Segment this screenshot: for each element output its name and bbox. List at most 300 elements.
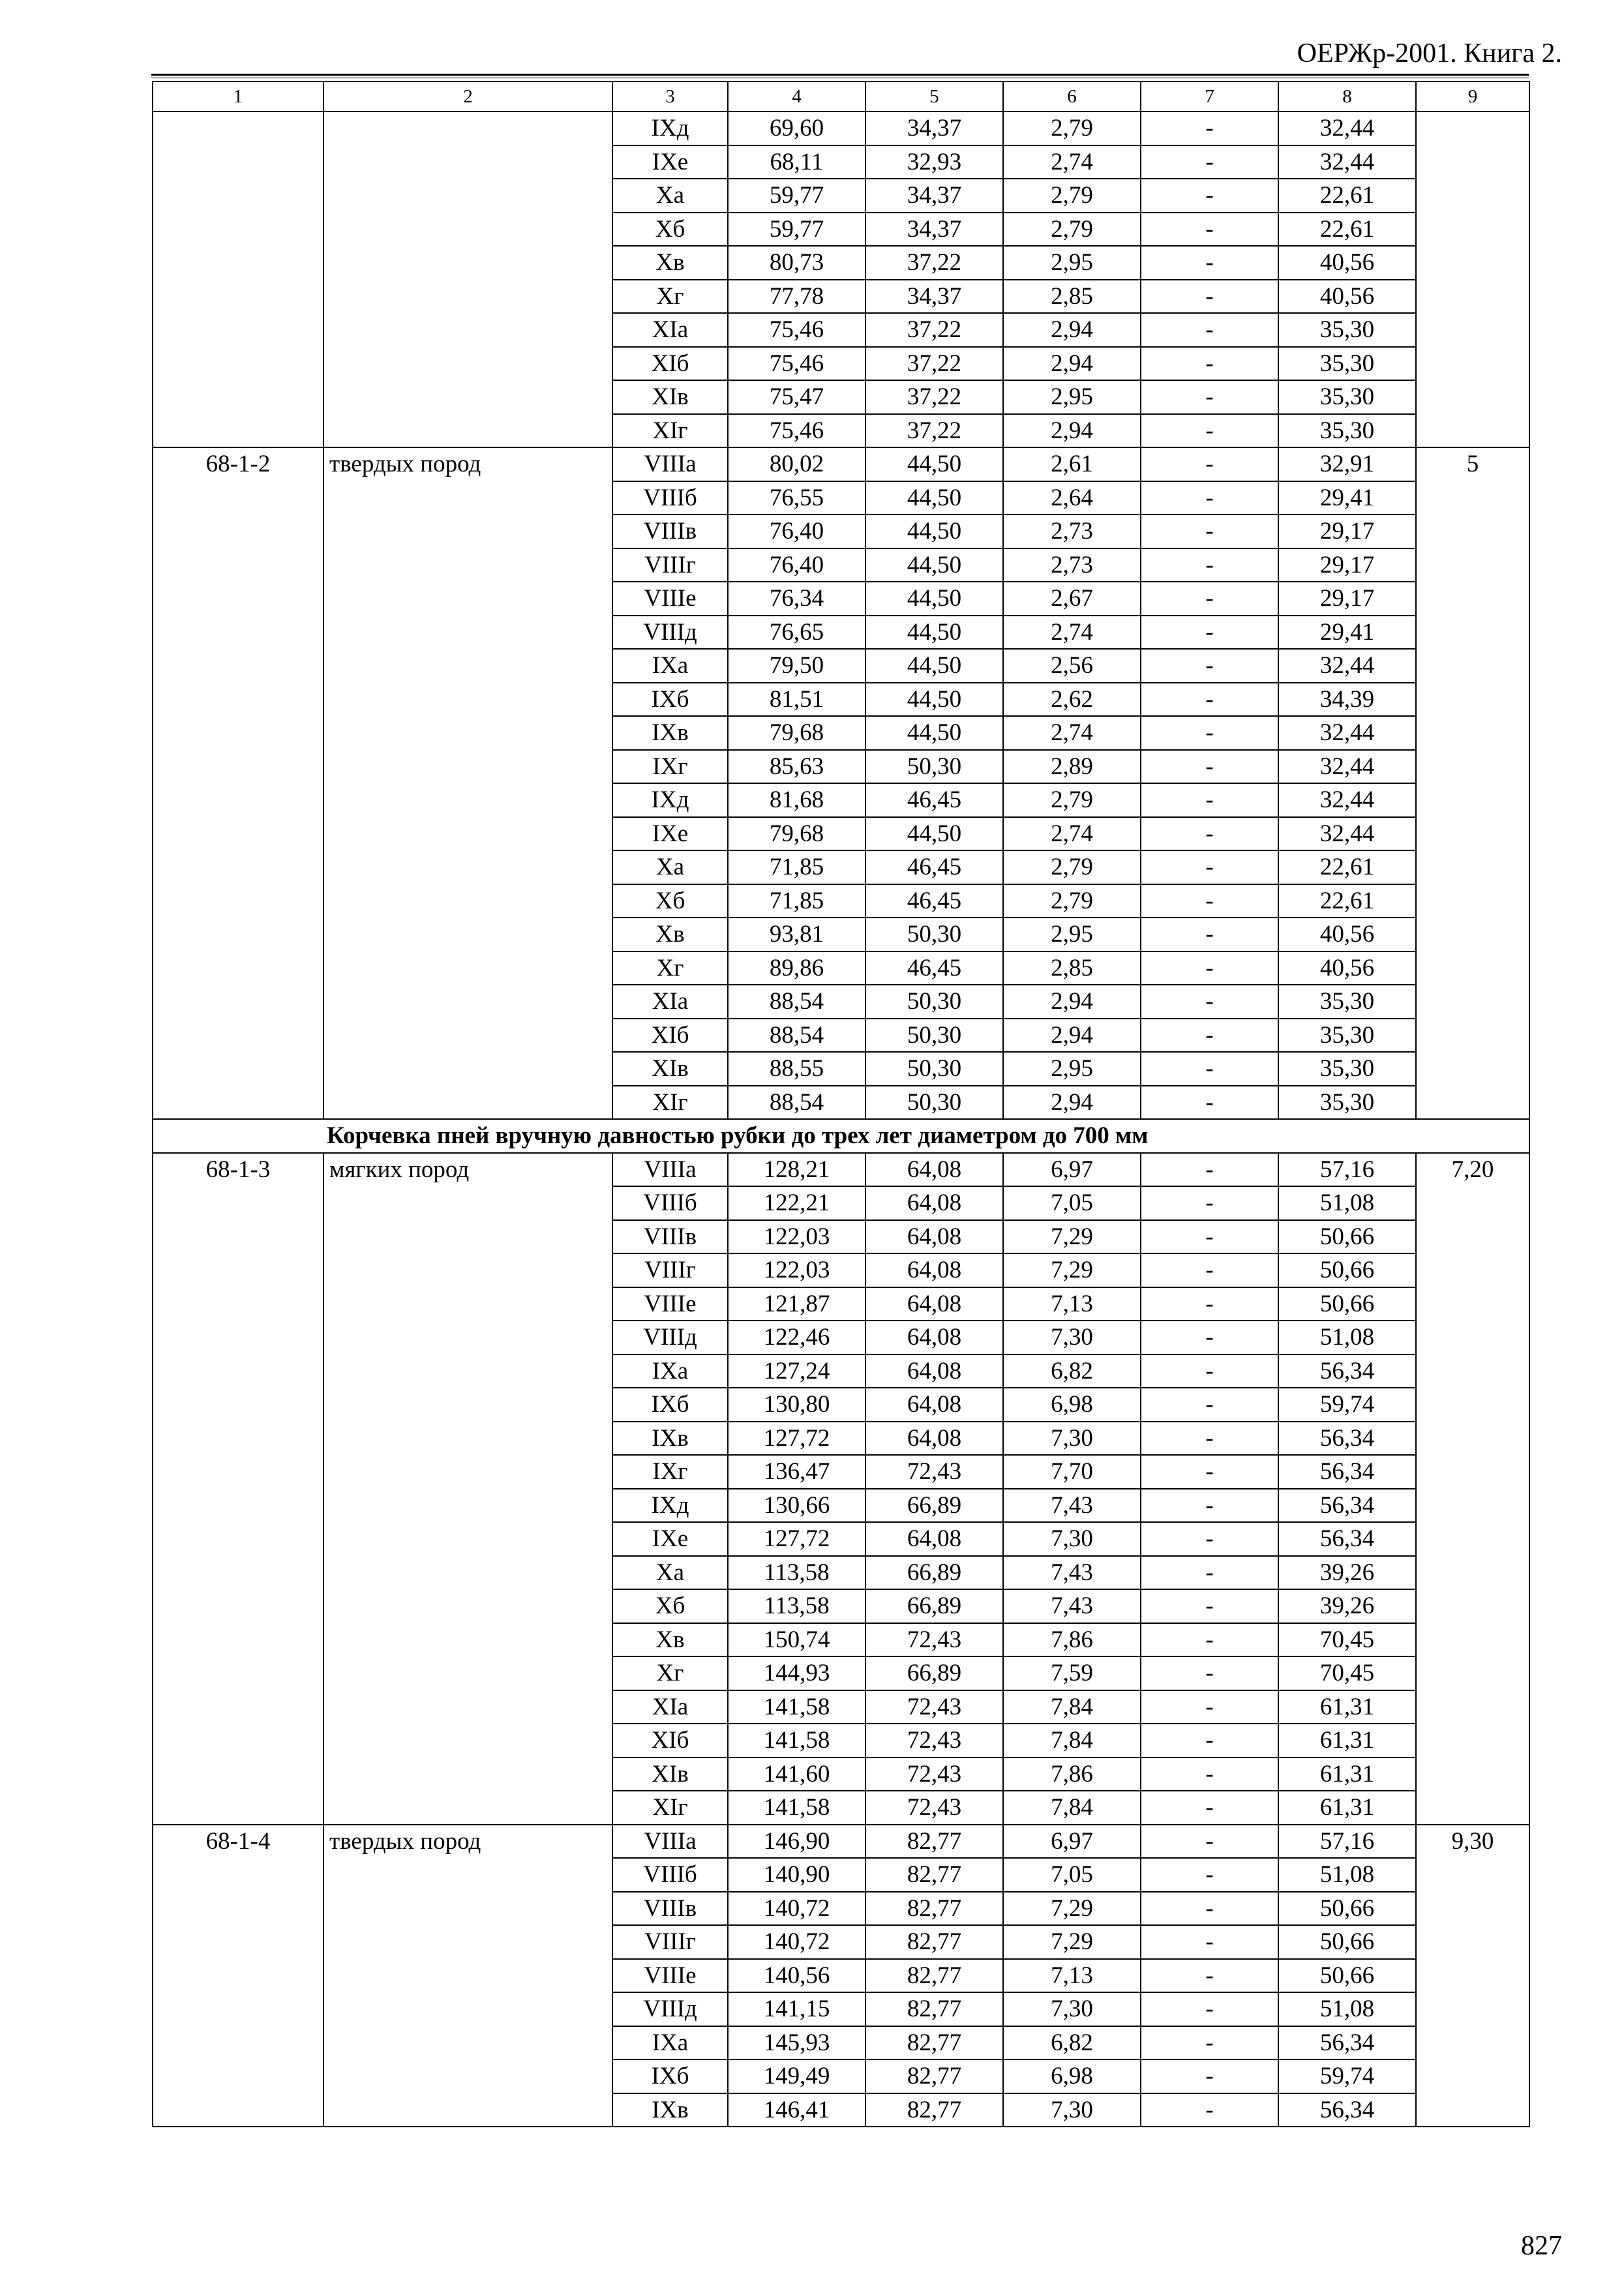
value-cell-col7: - <box>1141 1522 1278 1556</box>
value-cell-col8: 22,61 <box>1278 179 1416 213</box>
value-cell-col7: - <box>1141 414 1278 448</box>
header-rule-thick <box>151 74 1529 76</box>
value-cell-col8: 40,56 <box>1278 280 1416 314</box>
value-cell-col4: 76,55 <box>728 481 865 515</box>
value-cell-col3: XIг <box>612 1086 728 1120</box>
value-cell-col5: 50,30 <box>865 1052 1003 1086</box>
value-cell-col6: 6,98 <box>1003 1388 1141 1422</box>
value-cell-col4: 144,93 <box>728 1656 865 1690</box>
value-cell-col8: 51,08 <box>1278 1186 1416 1220</box>
value-cell-col6: 2,85 <box>1003 280 1141 314</box>
value-cell-col7: - <box>1141 380 1278 414</box>
value-cell-col4: 140,72 <box>728 1925 865 1959</box>
value-cell-col5: 44,50 <box>865 548 1003 582</box>
value-cell-col5: 37,22 <box>865 246 1003 280</box>
value-cell-col8: 56,34 <box>1278 1455 1416 1489</box>
value-cell-col5: 37,22 <box>865 347 1003 381</box>
value-cell-col4: 79,68 <box>728 817 865 851</box>
value-cell-col4: 141,58 <box>728 1791 865 1825</box>
value-cell-col6: 2,79 <box>1003 179 1141 213</box>
value-cell-col5: 44,50 <box>865 481 1003 515</box>
value-cell-col8: 29,41 <box>1278 616 1416 650</box>
value-cell-col7: - <box>1141 1086 1278 1120</box>
value-cell-col3: XIб <box>612 1724 728 1758</box>
value-cell-col3: IXб <box>612 2059 728 2093</box>
value-cell-col3: Xв <box>612 1623 728 1657</box>
value-cell-col7: - <box>1141 850 1278 884</box>
value-cell-col6: 2,67 <box>1003 582 1141 616</box>
value-cell-col4: 80,02 <box>728 447 865 481</box>
value-cell-col5: 72,43 <box>865 1791 1003 1825</box>
value-cell-col7: - <box>1141 179 1278 213</box>
value-cell-col7: - <box>1141 112 1278 145</box>
value-cell-col5: 82,77 <box>865 1892 1003 1926</box>
value-cell-col4: 85,63 <box>728 750 865 784</box>
value-cell-col5: 82,77 <box>865 2059 1003 2093</box>
value-cell-col3: VIIIв <box>612 1892 728 1926</box>
value-cell-col7: - <box>1141 1489 1278 1523</box>
value-cell-col4: 136,47 <box>728 1455 865 1489</box>
value-cell-col6: 2,56 <box>1003 649 1141 683</box>
value-cell-col3: IXг <box>612 750 728 784</box>
rate-code-cell: 68-1-4 <box>153 1825 323 2127</box>
value-cell-col6: 2,95 <box>1003 380 1141 414</box>
value-cell-col3: IXд <box>612 112 728 145</box>
value-cell-col3: VIIIв <box>612 515 728 548</box>
value-cell-col3: VIIIе <box>612 1959 728 1993</box>
value-cell-col6: 7,30 <box>1003 1992 1141 2026</box>
value-cell-col3: XIа <box>612 313 728 347</box>
value-cell-col8: 61,31 <box>1278 1791 1416 1825</box>
value-cell-col7: - <box>1141 2093 1278 2127</box>
work-name-cell: мягких пород <box>323 1153 612 1825</box>
value-cell-col7: - <box>1141 145 1278 179</box>
value-cell-col5: 66,89 <box>865 1656 1003 1690</box>
value-cell-col5: 82,77 <box>865 1858 1003 1892</box>
value-cell-col3: IXв <box>612 716 728 750</box>
value-cell-col3: IXе <box>612 817 728 851</box>
value-cell-col4: 71,85 <box>728 850 865 884</box>
value-cell-col7: - <box>1141 1186 1278 1220</box>
value-cell-col6: 2,94 <box>1003 414 1141 448</box>
value-cell-col3: VIIIб <box>612 1186 728 1220</box>
value-cell-col5: 66,89 <box>865 1489 1003 1523</box>
value-cell-col6: 2,73 <box>1003 515 1141 548</box>
value-cell-col4: 79,68 <box>728 716 865 750</box>
value-cell-col7: - <box>1141 2059 1278 2093</box>
value-cell-col7: - <box>1141 1925 1278 1959</box>
value-cell-col6: 2,74 <box>1003 817 1141 851</box>
value-cell-col3: Xг <box>612 951 728 985</box>
value-cell-col5: 44,50 <box>865 716 1003 750</box>
value-cell-col8: 32,44 <box>1278 112 1416 145</box>
value-cell-col5: 64,08 <box>865 1153 1003 1187</box>
value-cell-col6: 2,74 <box>1003 616 1141 650</box>
value-cell-col4: 122,03 <box>728 1220 865 1254</box>
value-cell-col6: 2,94 <box>1003 347 1141 381</box>
value-cell-col7: - <box>1141 716 1278 750</box>
value-cell-col8: 51,08 <box>1278 1992 1416 2026</box>
value-cell-col5: 34,37 <box>865 280 1003 314</box>
value-cell-col5: 82,77 <box>865 2093 1003 2127</box>
value-cell-col4: 113,58 <box>728 1589 865 1623</box>
value-cell-col7: - <box>1141 951 1278 985</box>
value-cell-col4: 141,60 <box>728 1758 865 1791</box>
value-cell-col8: 50,66 <box>1278 1925 1416 1959</box>
value-cell-col4: 76,40 <box>728 515 865 548</box>
value-cell-col8: 22,61 <box>1278 213 1416 247</box>
value-cell-col7: - <box>1141 1892 1278 1926</box>
value-cell-col6: 2,94 <box>1003 313 1141 347</box>
value-cell-col3: IXа <box>612 1354 728 1388</box>
value-cell-col8: 50,66 <box>1278 1959 1416 1993</box>
rate-code-cell: 68-1-3 <box>153 1153 323 1825</box>
value-cell-col4: 88,54 <box>728 985 865 1019</box>
value-cell-col3: IXд <box>612 783 728 817</box>
value-cell-col3: IXг <box>612 1455 728 1489</box>
value-cell-col7: - <box>1141 1354 1278 1388</box>
value-cell-col4: 140,56 <box>728 1959 865 1993</box>
value-cell-col5: 82,77 <box>865 1925 1003 1959</box>
value-cell-col3: VIIIе <box>612 582 728 616</box>
value-cell-col7: - <box>1141 481 1278 515</box>
value-cell-col4: 88,54 <box>728 1019 865 1053</box>
value-cell-col8: 51,08 <box>1278 1321 1416 1354</box>
value-cell-col5: 46,45 <box>865 850 1003 884</box>
value-cell-col3: VIIIв <box>612 1220 728 1254</box>
value-cell-col8: 35,30 <box>1278 1052 1416 1086</box>
value-cell-col4: 76,40 <box>728 548 865 582</box>
value-cell-col8: 35,30 <box>1278 414 1416 448</box>
value-cell-col4: 76,65 <box>728 616 865 650</box>
value-cell-col3: XIб <box>612 347 728 381</box>
value-cell-col7: - <box>1141 2026 1278 2060</box>
value-cell-col7: - <box>1141 1556 1278 1590</box>
value-cell-col4: 93,81 <box>728 918 865 951</box>
value-cell-col3: Xа <box>612 850 728 884</box>
value-cell-col8: 32,44 <box>1278 145 1416 179</box>
value-cell-col5: 44,50 <box>865 649 1003 683</box>
value-cell-col7: - <box>1141 1220 1278 1254</box>
value-cell-col5: 44,50 <box>865 582 1003 616</box>
value-cell-col8: 70,45 <box>1278 1656 1416 1690</box>
value-cell-col5: 64,08 <box>865 1354 1003 1388</box>
value-cell-col5: 44,50 <box>865 515 1003 548</box>
value-cell-col4: 75,46 <box>728 414 865 448</box>
value-cell-col4: 141,58 <box>728 1690 865 1724</box>
value-cell-col4: 127,24 <box>728 1354 865 1388</box>
value-cell-col5: 82,77 <box>865 1992 1003 2026</box>
value-cell-col5: 50,30 <box>865 918 1003 951</box>
value-cell-col4: 122,03 <box>728 1253 865 1287</box>
value-cell-col7: - <box>1141 280 1278 314</box>
value-cell-col6: 7,13 <box>1003 1959 1141 1993</box>
value-cell-col7: - <box>1141 1623 1278 1657</box>
value-cell-col3: Xв <box>612 918 728 951</box>
value-cell-col5: 64,08 <box>865 1253 1003 1287</box>
value-cell-col7: - <box>1141 1992 1278 2026</box>
value-cell-col6: 7,86 <box>1003 1758 1141 1791</box>
col9-cell <box>1416 112 1529 447</box>
value-cell-col7: - <box>1141 447 1278 481</box>
value-cell-col5: 64,08 <box>865 1422 1003 1456</box>
column-number-cell: 5 <box>865 82 1003 112</box>
value-cell-col8: 29,17 <box>1278 548 1416 582</box>
value-cell-col4: 113,58 <box>728 1556 865 1590</box>
value-cell-col6: 2,95 <box>1003 246 1141 280</box>
section-heading-row <box>153 1119 1529 1153</box>
rates-table-body <box>153 82 1529 2127</box>
value-cell-col4: 59,77 <box>728 179 865 213</box>
value-cell-col5: 64,08 <box>865 1287 1003 1321</box>
value-cell-col4: 68,11 <box>728 145 865 179</box>
value-cell-col7: - <box>1141 246 1278 280</box>
value-cell-col4: 75,46 <box>728 313 865 347</box>
value-cell-col7: - <box>1141 1724 1278 1758</box>
value-cell-col8: 39,26 <box>1278 1556 1416 1590</box>
value-cell-col7: - <box>1141 347 1278 381</box>
column-number-cell: 2 <box>323 82 612 112</box>
value-cell-col7: - <box>1141 1455 1278 1489</box>
value-cell-col3: IXд <box>612 1489 728 1523</box>
value-cell-col6: 2,94 <box>1003 1086 1141 1120</box>
value-cell-col6: 7,30 <box>1003 1422 1141 1456</box>
value-cell-col3: IXе <box>612 1522 728 1556</box>
value-cell-col6: 2,79 <box>1003 112 1141 145</box>
value-cell-col3: XIв <box>612 1758 728 1791</box>
value-cell-col4: 77,78 <box>728 280 865 314</box>
value-cell-col8: 32,44 <box>1278 716 1416 750</box>
value-cell-col4: 127,72 <box>728 1522 865 1556</box>
value-cell-col6: 7,05 <box>1003 1186 1141 1220</box>
value-cell-col8: 40,56 <box>1278 951 1416 985</box>
value-cell-col6: 2,94 <box>1003 1019 1141 1053</box>
value-cell-col4: 75,47 <box>728 380 865 414</box>
value-cell-col8: 50,66 <box>1278 1220 1416 1254</box>
value-cell-col7: - <box>1141 1052 1278 1086</box>
value-cell-col8: 32,91 <box>1278 447 1416 481</box>
value-cell-col4: 59,77 <box>728 213 865 247</box>
value-cell-col3: VIIIе <box>612 1287 728 1321</box>
value-cell-col3: XIа <box>612 985 728 1019</box>
value-cell-col7: - <box>1141 1959 1278 1993</box>
value-cell-col5: 44,50 <box>865 616 1003 650</box>
value-cell-col6: 6,97 <box>1003 1153 1141 1187</box>
value-cell-col8: 50,66 <box>1278 1892 1416 1926</box>
value-cell-col6: 2,94 <box>1003 985 1141 1019</box>
column-number-cell: 1 <box>153 82 323 112</box>
value-cell-col7: - <box>1141 1019 1278 1053</box>
value-cell-col3: IXа <box>612 2026 728 2060</box>
table-row <box>153 1825 1529 1859</box>
value-cell-col7: - <box>1141 817 1278 851</box>
value-cell-col5: 82,77 <box>865 2026 1003 2060</box>
value-cell-col6: 2,62 <box>1003 683 1141 717</box>
value-cell-col8: 56,34 <box>1278 2093 1416 2127</box>
value-cell-col7: - <box>1141 918 1278 951</box>
value-cell-col4: 127,72 <box>728 1422 865 1456</box>
table-row <box>153 1153 1529 1187</box>
value-cell-col4: 130,66 <box>728 1489 865 1523</box>
value-cell-col5: 46,45 <box>865 884 1003 918</box>
value-cell-col4: 69,60 <box>728 112 865 145</box>
value-cell-col7: - <box>1141 548 1278 582</box>
value-cell-col8: 61,31 <box>1278 1690 1416 1724</box>
value-cell-col6: 7,59 <box>1003 1656 1141 1690</box>
value-cell-col5: 72,43 <box>865 1455 1003 1489</box>
value-cell-col3: Xг <box>612 1656 728 1690</box>
value-cell-col7: - <box>1141 1825 1278 1859</box>
section-title: Корчевка пней вручную давностью рубки до трех лет диаметром до 700 мм <box>153 1119 1529 1153</box>
value-cell-col3: VIIIг <box>612 1253 728 1287</box>
value-cell-col5: 64,08 <box>865 1388 1003 1422</box>
value-cell-col3: Xг <box>612 280 728 314</box>
value-cell-col5: 82,77 <box>865 1959 1003 1993</box>
value-cell-col7: - <box>1141 1388 1278 1422</box>
rates-table <box>152 81 1530 2127</box>
value-cell-col5: 66,89 <box>865 1556 1003 1590</box>
value-cell-col3: VIIIг <box>612 548 728 582</box>
value-cell-col8: 56,34 <box>1278 2026 1416 2060</box>
value-cell-col3: XIв <box>612 1052 728 1086</box>
value-cell-col5: 32,93 <box>865 145 1003 179</box>
value-cell-col6: 2,74 <box>1003 716 1141 750</box>
value-cell-col4: 122,21 <box>728 1186 865 1220</box>
value-cell-col8: 29,17 <box>1278 515 1416 548</box>
value-cell-col3: VIIIб <box>612 1858 728 1892</box>
value-cell-col6: 7,29 <box>1003 1220 1141 1254</box>
value-cell-col8: 40,56 <box>1278 246 1416 280</box>
value-cell-col4: 121,87 <box>728 1287 865 1321</box>
value-cell-col7: - <box>1141 1321 1278 1354</box>
value-cell-col7: - <box>1141 1656 1278 1690</box>
value-cell-col7: - <box>1141 750 1278 784</box>
value-cell-col8: 51,08 <box>1278 1858 1416 1892</box>
value-cell-col6: 2,79 <box>1003 213 1141 247</box>
value-cell-col3: VIIIд <box>612 616 728 650</box>
value-cell-col3: Xб <box>612 884 728 918</box>
value-cell-col6: 2,64 <box>1003 481 1141 515</box>
value-cell-col5: 44,50 <box>865 447 1003 481</box>
value-cell-col5: 72,43 <box>865 1758 1003 1791</box>
value-cell-col3: VIIIа <box>612 1153 728 1187</box>
value-cell-col7: - <box>1141 985 1278 1019</box>
value-cell-col6: 7,30 <box>1003 2093 1141 2127</box>
value-cell-col7: - <box>1141 1422 1278 1456</box>
value-cell-col4: 122,46 <box>728 1321 865 1354</box>
value-cell-col6: 6,97 <box>1003 1825 1141 1859</box>
value-cell-col3: Xб <box>612 213 728 247</box>
value-cell-col3: IXе <box>612 145 728 179</box>
page-number: 827 <box>1521 2231 1562 2261</box>
value-cell-col5: 50,30 <box>865 750 1003 784</box>
value-cell-col8: 29,41 <box>1278 481 1416 515</box>
value-cell-col5: 34,37 <box>865 179 1003 213</box>
value-cell-col4: 75,46 <box>728 347 865 381</box>
value-cell-col4: 146,90 <box>728 1825 865 1859</box>
value-cell-col3: XIб <box>612 1019 728 1053</box>
value-cell-col4: 88,54 <box>728 1086 865 1120</box>
col9-cell: 9,30 <box>1416 1825 1529 2127</box>
value-cell-col8: 32,44 <box>1278 783 1416 817</box>
value-cell-col8: 56,34 <box>1278 1422 1416 1456</box>
value-cell-col3: IXб <box>612 683 728 717</box>
value-cell-col3: XIв <box>612 380 728 414</box>
value-cell-col3: IXв <box>612 1422 728 1456</box>
value-cell-col6: 6,82 <box>1003 2026 1141 2060</box>
value-cell-col5: 50,30 <box>865 985 1003 1019</box>
value-cell-col6: 7,13 <box>1003 1287 1141 1321</box>
value-cell-col5: 64,08 <box>865 1321 1003 1354</box>
value-cell-col7: - <box>1141 582 1278 616</box>
table-row <box>153 112 1529 145</box>
column-number-cell: 8 <box>1278 82 1416 112</box>
value-cell-col7: - <box>1141 1253 1278 1287</box>
value-cell-col5: 46,45 <box>865 783 1003 817</box>
value-cell-col6: 2,79 <box>1003 783 1141 817</box>
value-cell-col6: 2,95 <box>1003 918 1141 951</box>
value-cell-col8: 35,30 <box>1278 313 1416 347</box>
value-cell-col8: 56,34 <box>1278 1489 1416 1523</box>
value-cell-col3: VIIIд <box>612 1321 728 1354</box>
value-cell-col6: 2,95 <box>1003 1052 1141 1086</box>
value-cell-col3: Xа <box>612 1556 728 1590</box>
value-cell-col8: 57,16 <box>1278 1825 1416 1859</box>
column-number-cell: 4 <box>728 82 865 112</box>
value-cell-col7: - <box>1141 313 1278 347</box>
value-cell-col5: 64,08 <box>865 1522 1003 1556</box>
value-cell-col8: 34,39 <box>1278 683 1416 717</box>
value-cell-col8: 59,74 <box>1278 1388 1416 1422</box>
value-cell-col8: 50,66 <box>1278 1253 1416 1287</box>
value-cell-col6: 7,84 <box>1003 1724 1141 1758</box>
column-number-row <box>153 82 1529 112</box>
col9-cell: 7,20 <box>1416 1153 1529 1825</box>
value-cell-col5: 34,37 <box>865 213 1003 247</box>
value-cell-col5: 34,37 <box>865 112 1003 145</box>
value-cell-col3: XIа <box>612 1690 728 1724</box>
value-cell-col6: 6,82 <box>1003 1354 1141 1388</box>
column-number-cell: 6 <box>1003 82 1141 112</box>
value-cell-col6: 6,98 <box>1003 2059 1141 2093</box>
value-cell-col4: 149,49 <box>728 2059 865 2093</box>
column-number-cell: 9 <box>1416 82 1529 112</box>
value-cell-col6: 7,43 <box>1003 1589 1141 1623</box>
value-cell-col7: - <box>1141 683 1278 717</box>
value-cell-col5: 72,43 <box>865 1623 1003 1657</box>
value-cell-col6: 2,89 <box>1003 750 1141 784</box>
value-cell-col7: - <box>1141 1758 1278 1791</box>
value-cell-col7: - <box>1141 1589 1278 1623</box>
value-cell-col6: 7,30 <box>1003 1321 1141 1354</box>
value-cell-col4: 128,21 <box>728 1153 865 1187</box>
value-cell-col8: 59,74 <box>1278 2059 1416 2093</box>
value-cell-col6: 7,84 <box>1003 1791 1141 1825</box>
value-cell-col4: 150,74 <box>728 1623 865 1657</box>
work-name-cell <box>323 112 612 447</box>
column-number-cell: 7 <box>1141 82 1278 112</box>
value-cell-col4: 79,50 <box>728 649 865 683</box>
value-cell-col6: 2,79 <box>1003 884 1141 918</box>
value-cell-col8: 56,34 <box>1278 1354 1416 1388</box>
value-cell-col5: 44,50 <box>865 817 1003 851</box>
table-row <box>153 447 1529 481</box>
value-cell-col6: 7,43 <box>1003 1556 1141 1590</box>
value-cell-col5: 46,45 <box>865 951 1003 985</box>
value-cell-col6: 2,61 <box>1003 447 1141 481</box>
value-cell-col7: - <box>1141 1690 1278 1724</box>
value-cell-col8: 61,31 <box>1278 1758 1416 1791</box>
